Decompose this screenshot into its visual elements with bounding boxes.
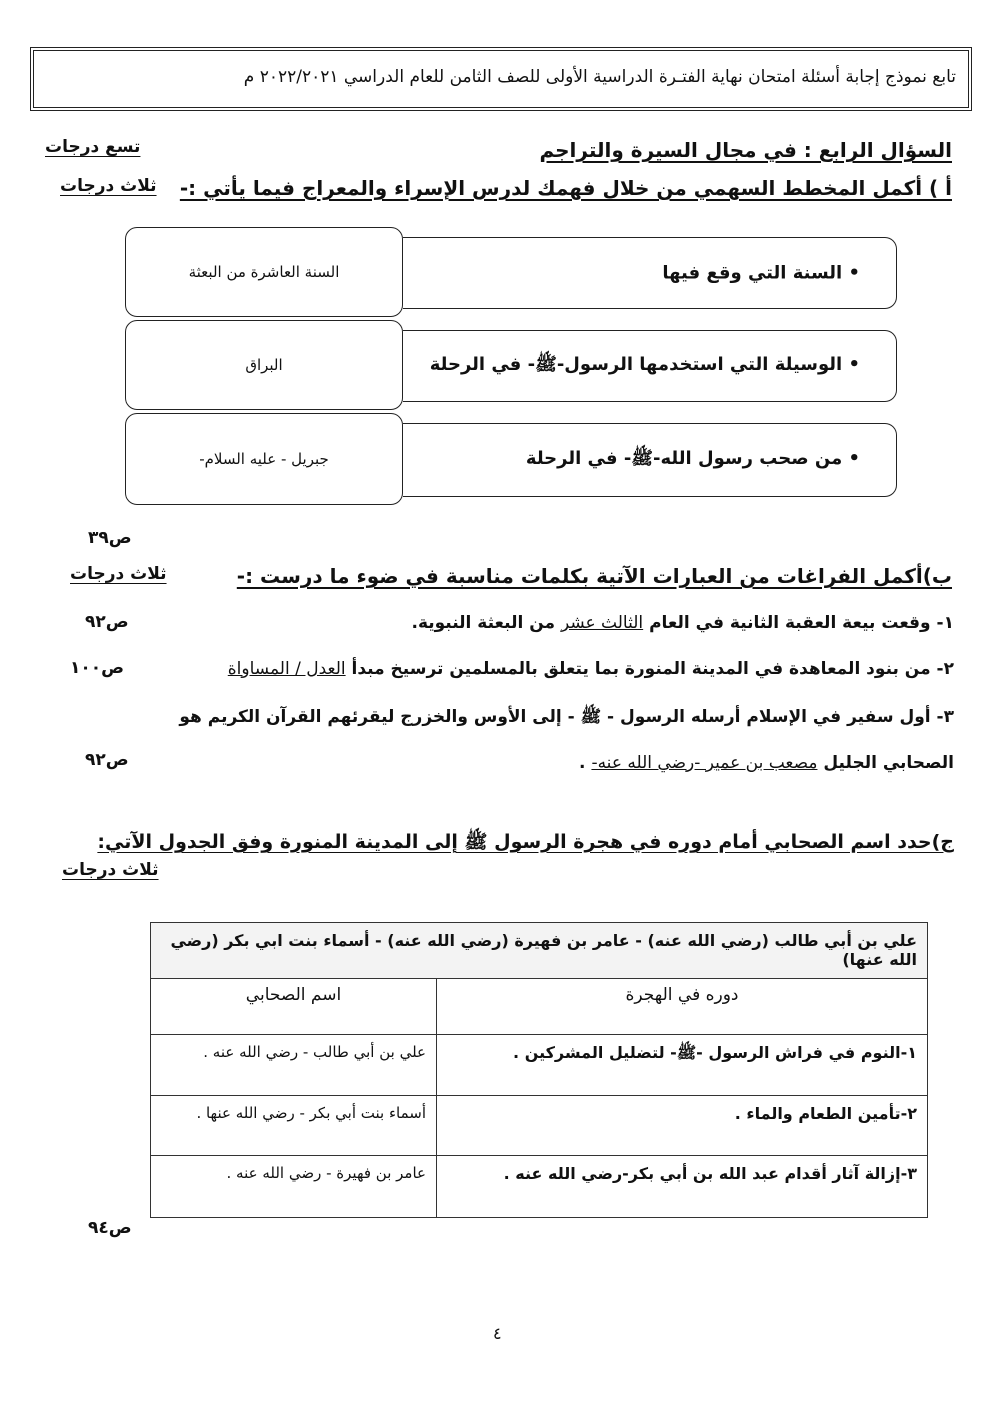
diagram-answer-3 — [125, 413, 403, 505]
page-number: ٤ — [493, 1324, 502, 1343]
role-cell: ١-النوم في فراش الرسول -ﷺ- لتضليل المشركين . — [437, 1035, 928, 1096]
header-role: دوره في الهجرة — [437, 979, 928, 1035]
part-a-marks: ثلاث درجات — [60, 176, 157, 196]
fill-item-1 — [411, 613, 954, 633]
fill-item-3 — [179, 706, 954, 731]
diagram-question-text: • من صحب رسول الله-ﷺ- في الرحلة — [525, 448, 860, 469]
diagram-answer-1 — [125, 227, 403, 317]
item-text: الصحابي الجليل — [817, 753, 954, 773]
word-bank: علي بن أبي طالب (رضي الله عنه) - عامر بن فهيرة (رضي الله عنه) - أسماء بنت ابي بكر (رضي الله عنها) — [151, 923, 928, 979]
item-text: من البعثة النبوية. — [411, 613, 561, 633]
diagram-question-1 — [403, 237, 897, 309]
fill-item-3-cont — [579, 753, 954, 773]
diagram-answer-text: السنة العاشرة من البعثة — [188, 263, 340, 281]
item-answer: مصعب بن عمير -رضي الله عنه- — [591, 753, 818, 773]
page-ref: ص٩٢ — [85, 750, 129, 770]
name-cell: عامر بن فهيرة - رضي الله عنه . — [151, 1156, 437, 1218]
header-box — [30, 47, 972, 111]
diagram-answer-text: البراق — [245, 356, 283, 374]
fill-item-2 — [228, 659, 954, 679]
diagram-answer-2 — [125, 320, 403, 410]
question-marks: تسع درجات — [45, 137, 141, 157]
page-ref: ص٣٩ — [88, 528, 132, 548]
item-text: ١- وقعت بيعة العقبة الثانية في العام — [643, 613, 954, 633]
page-ref: ص٩٤ — [88, 1218, 132, 1238]
part-c-prompt: ج)حدد اسم الصحابي أمام دوره في هجرة الرسول ﷺ إلى المدينة المنورة وفق الجدول الآتي: — [97, 831, 954, 853]
diagram-question-3 — [403, 423, 897, 497]
item-answer: العدل / المساواة — [227, 659, 346, 679]
role-cell: ٣-إزالة آثار أقدام عبد الله بن أبي بكر-رضي الله عنه . — [437, 1156, 928, 1218]
page-ref: ص٩٢ — [85, 612, 129, 632]
question-title: السؤال الرابع : في مجال السيرة والتراجم — [539, 138, 952, 162]
part-a-prompt: أ ) أكمل المخطط السهمي من خلال فهمك لدرس الإسراء والمعراج فيما يأتي :- — [179, 176, 952, 200]
name-cell: أسماء بنت أبي بكر - رضي الله عنها . — [151, 1096, 437, 1156]
item-text: . — [579, 753, 592, 773]
companions-table — [150, 922, 928, 1218]
part-b-marks: ثلاث درجات — [70, 564, 167, 584]
header-name: اسم الصحابي — [151, 979, 437, 1035]
page-ref: ص١٠٠ — [70, 658, 125, 678]
name-cell: علي بن أبي طالب - رضي الله عنه . — [151, 1035, 437, 1096]
role-cell: ٢-تأمين الطعام والماء . — [437, 1096, 928, 1156]
item-text: ٢- من بنود المعاهدة في المدينة المنورة بما يتعلق بالمسلمين ترسيخ مبدأ — [345, 659, 954, 679]
diagram-answer-text: جبريل - عليه السلام- — [199, 450, 329, 468]
header-title: تابع نموذج إجابة أسئلة امتحان نهاية الفتـرة الدراسية الأولى للصف الثامن للعام الدراسي ٢٠٢٢/٢٠٢١ م — [243, 67, 956, 87]
diagram-question-text: • السنة التي وقع فيها — [662, 262, 860, 284]
part-c-marks: ثلاث درجات — [62, 860, 159, 880]
part-b-prompt: ب)أكمل الفراغات من العبارات الآتية بكلمات مناسبة في ضوء ما درست :- — [236, 564, 952, 588]
item-text: ٣- أول سفير في الإسلام أرسله الرسول - ﷺ - إلى الأوس والخزرج ليقرئهم القرآن الكريم هو — [179, 707, 954, 727]
diagram-question-text: • الوسيلة التي استخدمها الرسول-ﷺ- في الرحلة — [429, 354, 860, 375]
diagram-question-2 — [403, 330, 897, 402]
item-answer: الثالث عشر — [560, 613, 644, 633]
